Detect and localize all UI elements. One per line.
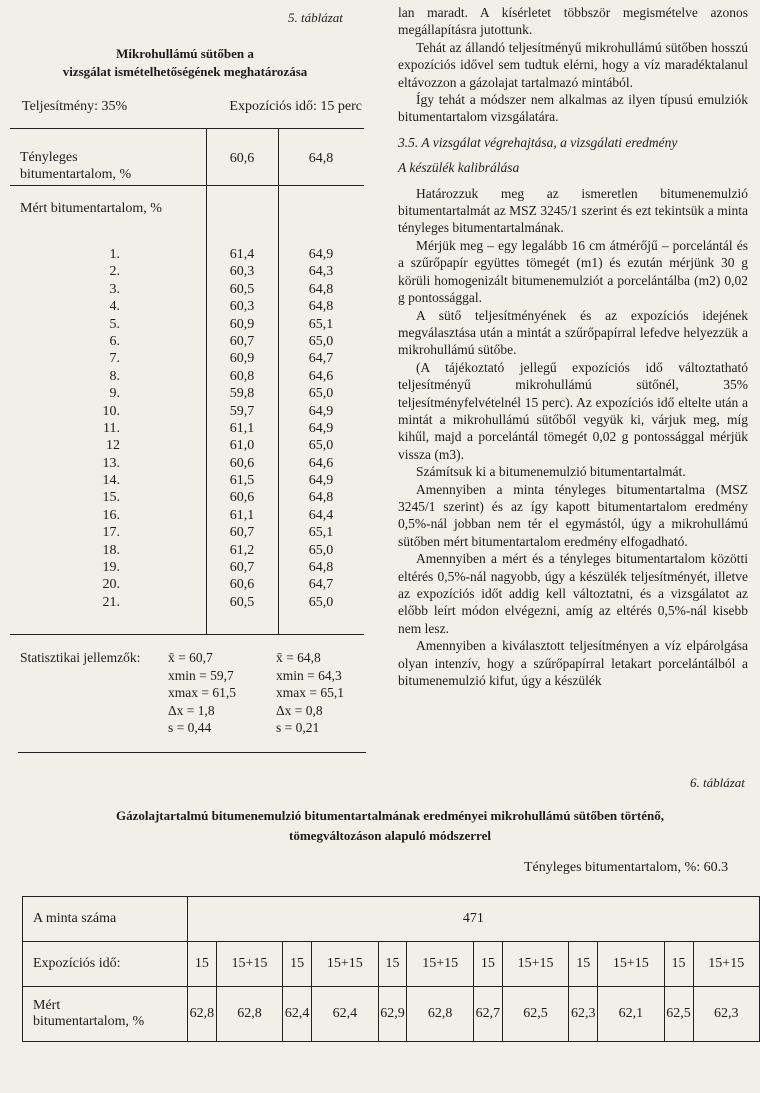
measured-cell: 62,5: [502, 987, 568, 1042]
table-row: [10, 473, 364, 490]
cell-value: 60,9: [229, 316, 255, 332]
cell-value: 64,9: [308, 473, 334, 489]
power-setting: Teljesítmény: 35%: [22, 99, 128, 114]
stat-b: Δx = 0,8: [276, 702, 323, 718]
cell-value: 65,0: [308, 594, 334, 610]
cell-value: 61,2: [229, 542, 255, 558]
subsection-heading: A készülék kalibrálása: [398, 160, 520, 176]
table-row: [10, 369, 364, 386]
exposure-cell: 15+15: [502, 942, 568, 987]
actual-value-1: 60,6: [229, 151, 255, 166]
exposure-cell: 15: [187, 942, 216, 987]
table-row: [10, 560, 364, 577]
measured-cell: 62,8: [216, 987, 282, 1042]
cell-value: 60,5: [229, 594, 255, 610]
cell-value: 61,5: [229, 473, 255, 489]
table-row: [10, 456, 364, 473]
measured-cell: 62,7: [473, 987, 502, 1042]
cell-value: 60,6: [229, 455, 255, 471]
body-text-column: [398, 4, 748, 689]
measured-cell: 62,3: [569, 987, 598, 1042]
cell-value: 60,3: [229, 264, 255, 280]
cell-value: 60,7: [229, 560, 255, 576]
cell-value: 60,7: [229, 525, 255, 541]
cell-value: 64,6: [308, 455, 334, 471]
table-row: [23, 987, 760, 1042]
sample-number: 471: [187, 897, 759, 942]
measured-cell: 62,8: [407, 987, 473, 1042]
sample-label: A minta száma: [23, 897, 188, 942]
table-row: [10, 438, 364, 455]
table-row: [10, 525, 364, 542]
stat-a: xmax = 61,5: [168, 685, 236, 700]
table-row: [10, 404, 364, 421]
actual-label-line1: Tényleges: [20, 150, 78, 165]
stat-b: s = 0,21: [276, 720, 320, 735]
table6-actual-content: Tényleges bitumentartalom, %: 60.3: [524, 860, 729, 875]
measured-cell: 62,4: [312, 987, 378, 1042]
table-row: [10, 577, 364, 594]
stat-a: x̄ = 60,7: [168, 650, 213, 665]
exposure-label: Expozíciós idő:: [23, 942, 188, 987]
paragraph: Mérjük meg – egy legalább 16 cm átmérőjű – porcelántál és a szűrőpapír együttes tömegét (m1) és ezután mérjünk 30 g körüli homogenizált bitumenemulziót a porcelántálba (m2) 0,02 g pontossággal.: [398, 237, 748, 306]
row-number: 2.: [109, 264, 120, 280]
table-row: [10, 299, 364, 316]
cell-value: 64,4: [308, 507, 334, 523]
cell-value: 60,3: [229, 299, 255, 315]
measured-label: [23, 987, 188, 1042]
row-number: 12: [106, 438, 120, 454]
statistics-label: Statisztikai jellemzők:: [20, 650, 141, 665]
paragraph: Így tehát a módszer nem alkalmas az ilyen típusú emulziók bitumentartalom vizsgálatára.: [398, 92, 748, 125]
cell-value: 61,0: [229, 438, 255, 454]
cell-value: 60,8: [229, 368, 255, 384]
paragraph: (A tájékoztató jellegű expozíciós idő változtatható teljesítményű mikrohullámú sütőnél, 35% teljesítményfelvételnél 15 perc). Az expozíciós idő eltelte után a mintát a mikrohullámú sütőből vegyük ki, várjuk meg, míg kihűl, majd a porcelántál tömegét 0,02 g pontossággal mérjük vissza (m3).: [398, 359, 748, 462]
cell-value: 61,1: [229, 507, 255, 523]
row-number: 20.: [102, 577, 120, 593]
stat-b: x̄ = 64,8: [276, 650, 321, 665]
paragraph: Amennyiben a mért és a tényleges bitumentartalom közötti eltérés 0,5%-nál nagyobb, úgy a készülék teljesítményét, illetve az expozíciós időt addig kell változtatni, és a vizsgálatot az előbb leírt módon elvégezni, amíg az eltérés 0,5%-nál kisebb nem lesz.: [398, 551, 748, 636]
cell-value: 59,8: [229, 386, 255, 402]
row-number: 8.: [109, 368, 120, 384]
exposure-cell: 15: [283, 942, 312, 987]
cell-value: 64,3: [308, 264, 334, 280]
exposure-cell: 15: [664, 942, 693, 987]
cell-value: 60,6: [229, 577, 255, 593]
cell-value: 64,7: [308, 577, 334, 593]
cell-value: 61,1: [229, 420, 255, 436]
table5-rows: [10, 247, 364, 612]
exposure-cell: 15+15: [407, 942, 473, 987]
table5: [10, 128, 364, 635]
table6-title: [20, 806, 760, 846]
cell-value: 60,5: [229, 281, 255, 297]
cell-value: 64,8: [308, 490, 334, 506]
paragraph: Amennyiben a minta tényleges bitumentartalma (MSZ 3245/1 szerint) és az így kapott bitumentartalom eredmény 0,5%-nál jobban nem tér el egymástól, úgy a mikrohullámú sütőben mért bitumentartalom eredmény elfogadható.: [398, 481, 748, 549]
cell-value: 64,8: [308, 281, 334, 297]
stat-b: xmax = 65,1: [276, 685, 344, 700]
measured-cell: 62,8: [187, 987, 216, 1042]
actual-label-line2: bitumentartalom, %: [20, 167, 132, 182]
cell-value: 64,9: [308, 420, 334, 436]
table6-title-line2: tömegváltozáson alapuló módszerrel: [289, 828, 491, 843]
row-number: 21.: [102, 594, 120, 610]
table6: [22, 896, 760, 1042]
table-row: [10, 421, 364, 438]
stat-a: s = 0,44: [168, 720, 212, 735]
paragraph: Tehát az állandó teljesítményű mikrohullámú sütőben hosszú expozíciós idővel sem tudtuk elérni, hogy a víz maradéktalanul eltávozzon a gázolajat tartalmazó mintából.: [398, 39, 748, 90]
row-number: 5.: [109, 316, 120, 332]
row-number: 19.: [102, 560, 120, 576]
cell-value: 65,1: [308, 525, 334, 541]
cell-value: 64,9: [308, 247, 334, 262]
stat-b: xmin = 64,3: [276, 667, 342, 683]
table-row: [10, 351, 364, 368]
cell-value: 64,9: [308, 403, 334, 419]
cell-value: 64,8: [308, 560, 334, 576]
row-number: 16.: [102, 507, 120, 523]
exposure-cell: 15+15: [312, 942, 378, 987]
cell-value: 65,0: [308, 333, 334, 349]
divider: [18, 752, 366, 753]
table5-label: 5. táblázat: [288, 10, 343, 25]
table5-header-rule: [10, 185, 364, 186]
actual-value-2: 64,8: [308, 151, 334, 166]
cell-value: 64,8: [308, 299, 334, 315]
measured-cell: 62,3: [693, 987, 760, 1042]
table-row: [10, 317, 364, 334]
stat-a: Δx = 1,8: [168, 702, 215, 718]
cell-value: 65,1: [308, 316, 334, 332]
measured-label-line1: Mért: [33, 998, 61, 1013]
cell-value: 60,6: [229, 490, 255, 506]
row-number: 10.: [102, 403, 120, 419]
measured-cell: 62,5: [664, 987, 693, 1042]
row-number: 7.: [109, 351, 120, 367]
table-row: [10, 264, 364, 281]
cell-value: 64,7: [308, 351, 334, 367]
table5-title-line1: Mikrohullámú sütőben a: [116, 46, 254, 61]
cell-value: 65,0: [308, 542, 334, 558]
row-number: 17.: [102, 525, 120, 541]
cell-value: 65,0: [308, 386, 334, 402]
exposure-cell: 15: [569, 942, 598, 987]
table6-title-line1: Gázolajtartalmú bitumenemulzió bitumentartalmának eredményei mikrohullámú sütőben történő,: [115, 808, 665, 823]
measured-cell: 62,1: [598, 987, 664, 1042]
measured-label-line2: bitumentartalom, %: [33, 1014, 145, 1029]
table-row: [10, 543, 364, 560]
measured-label: Mért bitumentartalom, %: [20, 201, 162, 216]
table-row: [10, 386, 364, 403]
cell-value: 61,4: [229, 247, 255, 262]
row-number: 18.: [102, 542, 120, 558]
table5-settings: [22, 99, 362, 115]
table5-title-line2: vizsgálat ismételhetőségének meghatározása: [62, 64, 308, 79]
row-number: 4.: [109, 299, 120, 315]
cell-value: 60,7: [229, 333, 255, 349]
table-row: [10, 508, 364, 525]
measured-cell: 62,4: [283, 987, 312, 1042]
table-row: [23, 942, 760, 987]
table6-label: 6. táblázat: [690, 775, 745, 790]
table-row: [10, 490, 364, 507]
exposure-cell: 15+15: [693, 942, 760, 987]
actual-label: [20, 149, 131, 183]
table5-title: [10, 45, 360, 81]
table-row: [10, 595, 364, 612]
table-row: [10, 247, 364, 264]
measured-cell: 62,9: [378, 987, 407, 1042]
row-number: 15.: [102, 490, 120, 506]
row-number: 13.: [102, 455, 120, 471]
paragraph: A sütő teljesítményének és az expozíciós idejének megválasztása után a mintát a szűrőpapírral lefedve helyezzük a mikrohullámú sütőbe.: [398, 307, 748, 358]
paragraph: Amennyiben a kiválasztott teljesítményen a víz elpárolgása olyan intenzív, hogy a szűrőpapírral letakart porcelántálból a bitumenemulzió kifut, úgy a készülék: [398, 638, 748, 689]
exposure-cell: 15+15: [216, 942, 282, 987]
table-row: [23, 897, 760, 942]
exposure-setting: Expozíciós idő: 15 perc: [229, 99, 362, 114]
cell-value: 59,7: [229, 403, 255, 419]
row-number: 14.: [102, 473, 120, 489]
table-row: [10, 282, 364, 299]
table-row: [10, 334, 364, 351]
exposure-cell: 15: [378, 942, 407, 987]
cell-value: 60,9: [229, 351, 255, 367]
row-number: 1.: [109, 247, 120, 262]
paragraph: lan maradt. A kísérletet többször megismételve azonos megállapításra jutottunk.: [398, 5, 748, 38]
paragraph: Határozzuk meg az ismeretlen bitumenemulzió bitumentartalmát az MSZ 3245/1 szerint és ezt tekintsük a minta tényleges bitumentartalmának.: [398, 185, 748, 236]
row-number: 9.: [109, 386, 120, 402]
exposure-cell: 15+15: [598, 942, 664, 987]
row-number: 6.: [109, 333, 120, 349]
cell-value: 64,6: [308, 368, 334, 384]
paragraph: Számítsuk ki a bitumenemulzió bitumentartalmát.: [416, 464, 686, 480]
row-number: 11.: [103, 420, 120, 436]
section-heading: 3.5. A vizsgálat végrehajtása, a vizsgálati eredmény: [398, 134, 678, 150]
row-number: 3.: [109, 281, 120, 297]
stat-a: xmin = 59,7: [168, 667, 234, 683]
exposure-cell: 15: [473, 942, 502, 987]
cell-value: 65,0: [308, 438, 334, 454]
